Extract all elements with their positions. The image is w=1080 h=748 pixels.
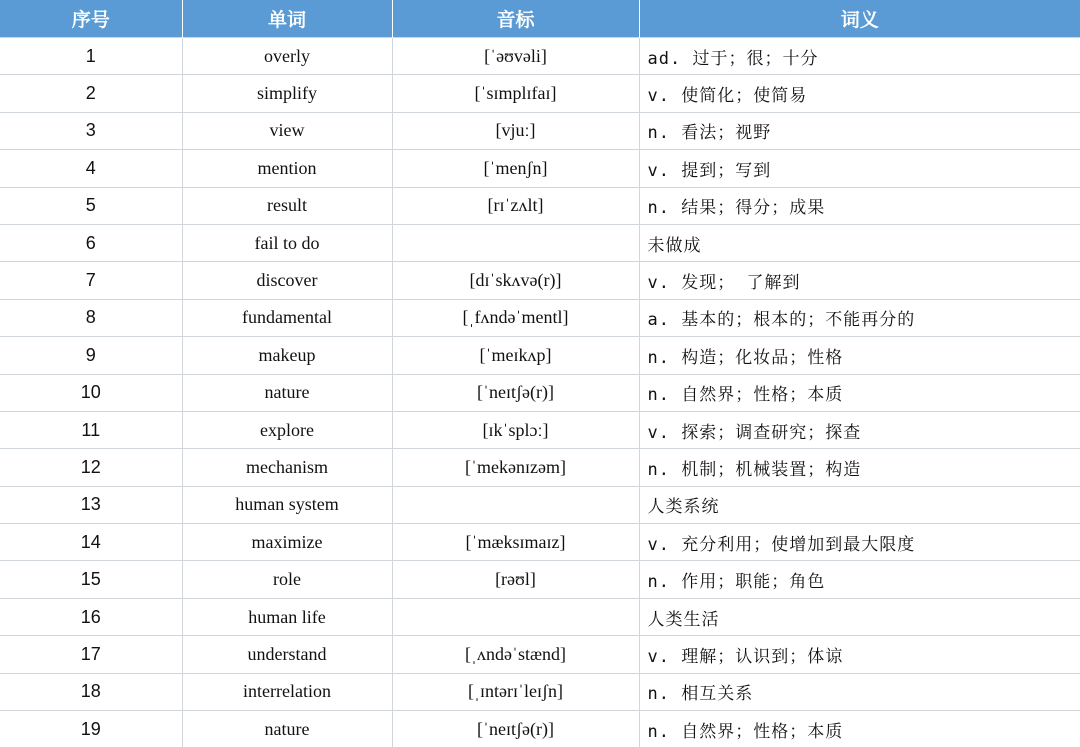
cell-phonetic: [ˈəʊvəli] [392, 38, 639, 75]
cell-word: mention [182, 150, 392, 187]
cell-phonetic: [ˌʌndəˈstænd] [392, 636, 639, 673]
cell-phonetic: [ˈneɪtʃə(r)] [392, 374, 639, 411]
cell-word: nature [182, 374, 392, 411]
cell-phonetic: [ˌɪntərɪˈleɪʃn] [392, 673, 639, 710]
cell-phonetic [392, 598, 639, 635]
cell-meaning: 未做成 [639, 224, 1080, 261]
cell-phonetic: [rɪˈzʌlt] [392, 187, 639, 224]
table-row [0, 150, 1080, 187]
cell-meaning: ad. 过于；很；十分 [639, 38, 1080, 75]
cell-meaning: n. 自然界；性格；本质 [639, 374, 1080, 411]
cell-word: human system [182, 486, 392, 523]
table-row [0, 486, 1080, 523]
cell-phonetic: [ɪkˈsplɔː] [392, 411, 639, 448]
cell-meaning: a. 基本的；根本的；不能再分的 [639, 299, 1080, 336]
cell-word: simplify [182, 75, 392, 112]
cell-word: view [182, 112, 392, 149]
table-row [0, 262, 1080, 299]
table-row [0, 673, 1080, 710]
cell-word: makeup [182, 337, 392, 374]
table-row [0, 411, 1080, 448]
cell-word: interrelation [182, 673, 392, 710]
table-row [0, 374, 1080, 411]
cell-number: 11 [0, 411, 182, 448]
cell-number: 16 [0, 598, 182, 635]
cell-number: 1 [0, 38, 182, 75]
cell-meaning: v. 理解；认识到；体谅 [639, 636, 1080, 673]
cell-phonetic: [ˈmekənɪzəm] [392, 449, 639, 486]
cell-number: 8 [0, 299, 182, 336]
cell-meaning: n. 自然界；性格；本质 [639, 711, 1080, 748]
table-row [0, 524, 1080, 561]
header-meaning: 词义 [639, 0, 1080, 38]
cell-meaning: n. 构造；化妆品；性格 [639, 337, 1080, 374]
cell-number: 19 [0, 711, 182, 748]
table-row [0, 449, 1080, 486]
cell-word: maximize [182, 524, 392, 561]
cell-word: fundamental [182, 299, 392, 336]
cell-meaning: n. 结果；得分；成果 [639, 187, 1080, 224]
table-body [0, 38, 1080, 748]
cell-meaning: v. 使简化；使简易 [639, 75, 1080, 112]
cell-phonetic [392, 224, 639, 261]
header-row [0, 0, 1080, 38]
header-number: 序号 [0, 0, 182, 38]
cell-word: result [182, 187, 392, 224]
cell-word: role [182, 561, 392, 598]
cell-word: nature [182, 711, 392, 748]
cell-word: understand [182, 636, 392, 673]
table-row [0, 299, 1080, 336]
table-row [0, 561, 1080, 598]
cell-phonetic: [ˌfʌndəˈmentl] [392, 299, 639, 336]
cell-number: 17 [0, 636, 182, 673]
cell-number: 12 [0, 449, 182, 486]
cell-meaning: v. 探索；调查研究；探查 [639, 411, 1080, 448]
cell-meaning: v. 充分利用；使增加到最大限度 [639, 524, 1080, 561]
cell-meaning: n. 作用；职能；角色 [639, 561, 1080, 598]
cell-phonetic: [vjuː] [392, 112, 639, 149]
cell-number: 18 [0, 673, 182, 710]
cell-phonetic: [ˈmæksɪmaɪz] [392, 524, 639, 561]
cell-phonetic: [rəʊl] [392, 561, 639, 598]
cell-word: fail to do [182, 224, 392, 261]
cell-phonetic: [ˈmeɪkʌp] [392, 337, 639, 374]
table-row [0, 636, 1080, 673]
cell-word: overly [182, 38, 392, 75]
table-row [0, 112, 1080, 149]
cell-meaning: n. 机制；机械装置；构造 [639, 449, 1080, 486]
table-row [0, 75, 1080, 112]
cell-number: 13 [0, 486, 182, 523]
cell-meaning: 人类生活 [639, 598, 1080, 635]
cell-meaning: v. 发现； 了解到 [639, 262, 1080, 299]
cell-number: 14 [0, 524, 182, 561]
table-row [0, 224, 1080, 261]
table-row [0, 337, 1080, 374]
cell-word: explore [182, 411, 392, 448]
cell-number: 4 [0, 150, 182, 187]
header-word: 单词 [182, 0, 392, 38]
cell-phonetic [392, 486, 639, 523]
cell-word: mechanism [182, 449, 392, 486]
cell-word: human life [182, 598, 392, 635]
cell-number: 2 [0, 75, 182, 112]
cell-number: 5 [0, 187, 182, 224]
cell-phonetic: [ˈsɪmplɪfaɪ] [392, 75, 639, 112]
cell-phonetic: [ˈneɪtʃə(r)] [392, 711, 639, 748]
cell-number: 15 [0, 561, 182, 598]
cell-word: discover [182, 262, 392, 299]
cell-meaning: 人类系统 [639, 486, 1080, 523]
cell-number: 3 [0, 112, 182, 149]
table-row [0, 598, 1080, 635]
cell-number: 6 [0, 224, 182, 261]
table-row [0, 38, 1080, 75]
cell-meaning: v. 提到；写到 [639, 150, 1080, 187]
cell-number: 9 [0, 337, 182, 374]
cell-meaning: n. 相互关系 [639, 673, 1080, 710]
cell-phonetic: [dɪˈskʌvə(r)] [392, 262, 639, 299]
cell-number: 7 [0, 262, 182, 299]
header-phonetic: 音标 [392, 0, 639, 38]
table-row [0, 711, 1080, 748]
table-row [0, 187, 1080, 224]
cell-number: 10 [0, 374, 182, 411]
cell-phonetic: [ˈmenʃn] [392, 150, 639, 187]
cell-meaning: n. 看法；视野 [639, 112, 1080, 149]
